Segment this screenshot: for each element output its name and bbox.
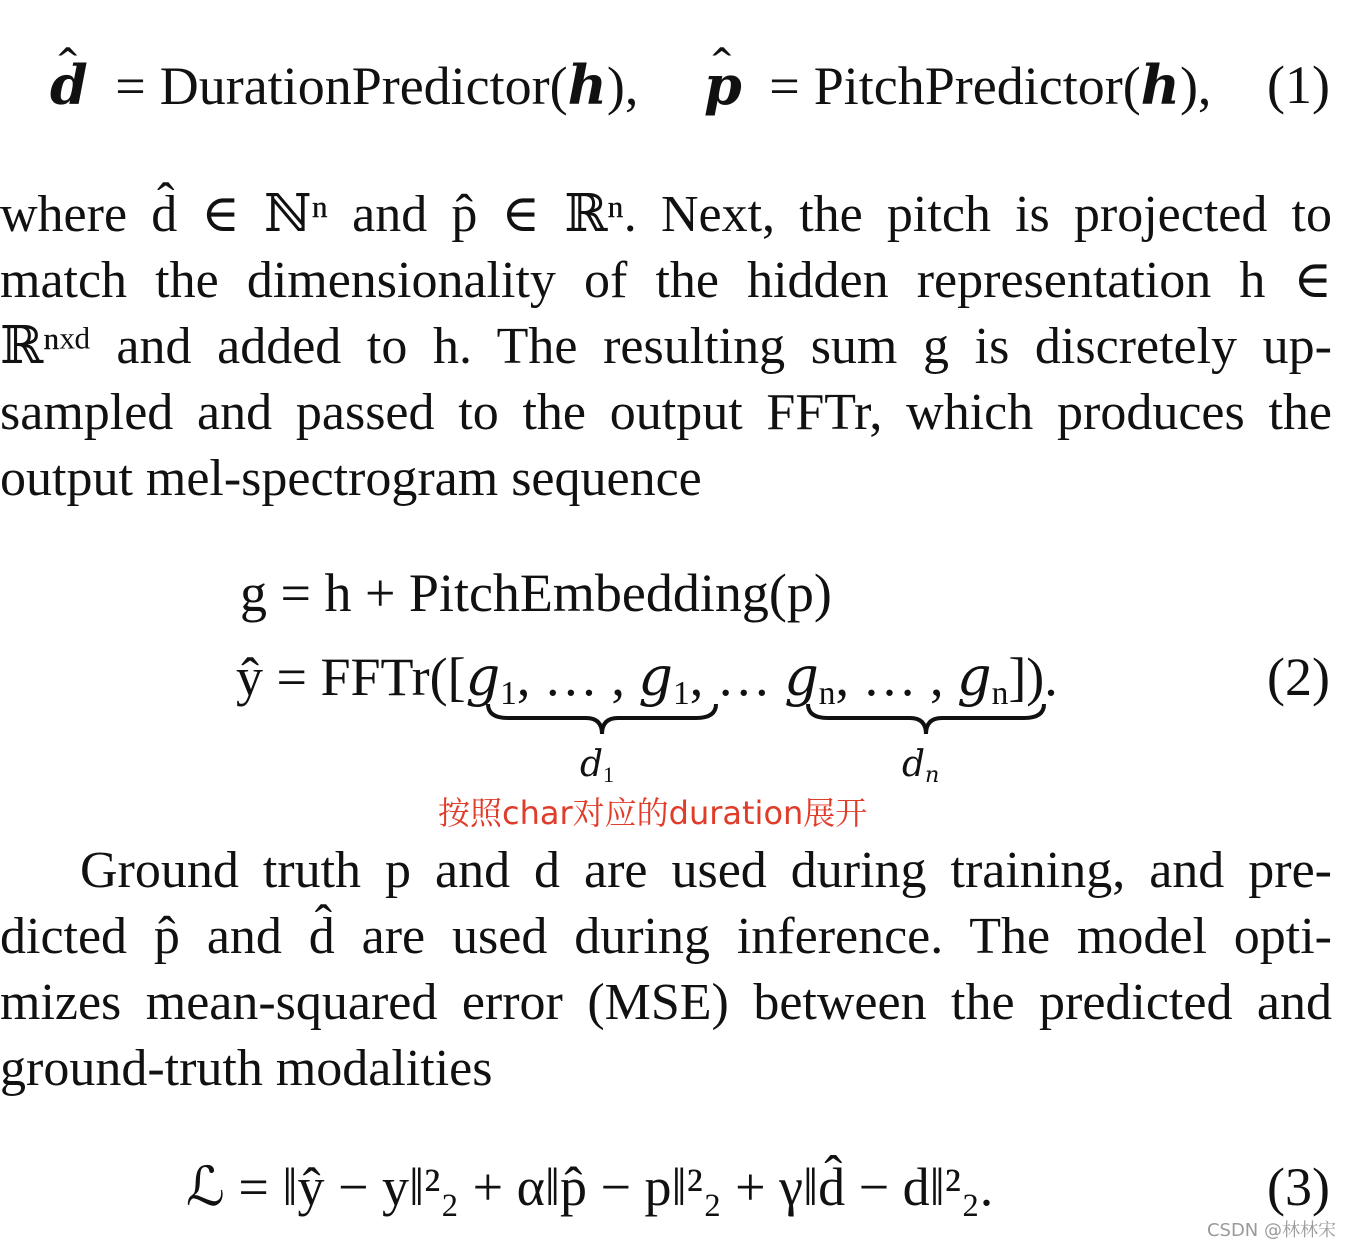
- paragraph-2-line-1: Ground truth p and d are used during training, and pre-: [80, 842, 1332, 899]
- eq2-g1-b: g: [638, 645, 673, 708]
- brace-label-d1: d1: [580, 744, 615, 788]
- watermark: CSDN @林林宋: [1206, 1220, 1336, 1241]
- eq2-g1-a: g: [465, 645, 501, 708]
- eq1-d-hat: ^ d: [50, 58, 88, 112]
- paragraph-2-line-4: ground-truth modalities: [0, 1040, 493, 1097]
- eq2-gn-a: g: [784, 645, 819, 708]
- eq1-rhs: ^ p = PitchPredictor(h),: [704, 58, 1211, 113]
- eq1-number: (1): [1267, 55, 1330, 115]
- eq1-lhs: ^ d = DurationPredictor(h),: [50, 58, 638, 113]
- eq2-line-2: ŷ = FFTr([g1, … , g1, … gn, … , gn]).: [236, 645, 1058, 713]
- paragraph-1-line-1: where d̂ ∈ ℕⁿ and p̂ ∈ ℝⁿ. Next, the pitch is projected to: [0, 186, 1332, 243]
- equation-2: [0, 563, 1352, 796]
- eq1-p-hat: ^ p: [704, 58, 742, 112]
- underbrace-dn: [806, 702, 1046, 736]
- eq2-gn-b: g: [957, 645, 992, 708]
- paragraph-2: [0, 838, 1332, 1102]
- eq1-equals: =: [115, 56, 146, 116]
- paragraph-2-line-3: mizes mean-squared error (MSE) between the predicted and: [0, 974, 1332, 1031]
- brace-label-dn: dn: [902, 744, 940, 789]
- eq1-h: h: [567, 53, 607, 117]
- eq2-line-1: g = h + PitchEmbedding(p): [240, 563, 832, 623]
- eq2-prefix: ŷ = FFTr([: [236, 647, 466, 707]
- underbrace-d1: [486, 702, 718, 736]
- paragraph-1-line-2: match the dimensionality of the hidden representation h ∈: [0, 252, 1332, 309]
- eq3-number: (3): [1267, 1157, 1330, 1217]
- paragraph-1-line-4: sampled and passed to the output FFTr, which produces the: [0, 384, 1332, 441]
- eq2-number: (2): [1267, 647, 1330, 707]
- eq3-expression: ℒ = ‖ŷ − y‖²₂ + α‖p̂ − p‖²₂ + γ‖d̂ − d‖²₂.: [186, 1157, 994, 1217]
- eq1-pitch-predictor: PitchPredictor: [813, 56, 1123, 116]
- duration-annotation: 按照char对应的duration展开: [438, 794, 868, 832]
- paragraph-2-line-2: dicted p̂ and d̂ are used during inference. The model opti-: [0, 908, 1332, 965]
- paragraph-1-line-5: output mel-spectrogram sequence: [0, 450, 702, 507]
- eq1-duration-predictor: DurationPredictor: [159, 56, 550, 116]
- paragraph-1: [0, 182, 1332, 512]
- paragraph-1-line-3: ℝⁿˣᵈ and added to h. The resulting sum g is discretely up-: [0, 318, 1332, 375]
